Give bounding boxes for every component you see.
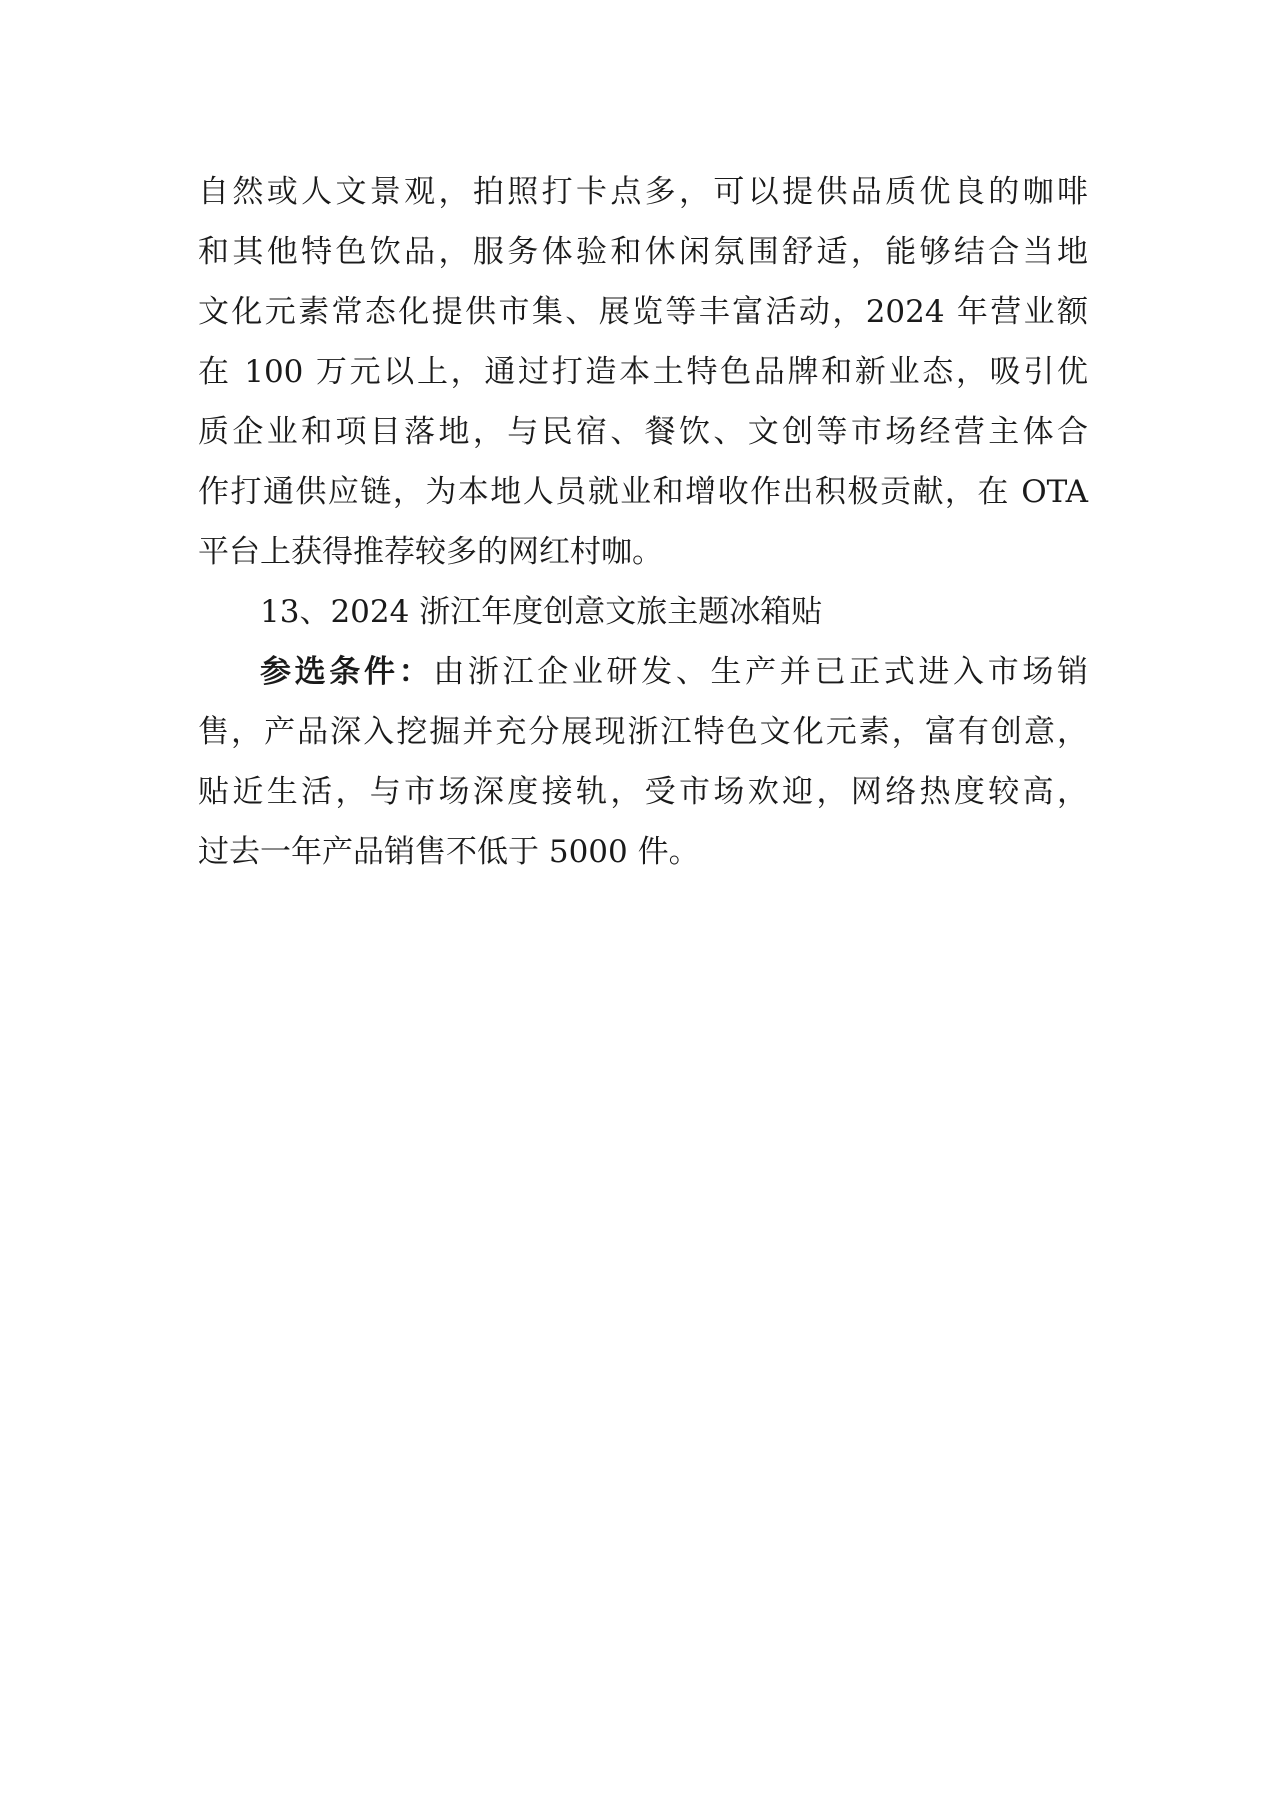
criteria-text: 由浙江企业研发、生产并已正式进入市场销: [433, 654, 1089, 690]
text-line: 文化元素常态化提供市集、展览等丰富活动，2024 年营业额: [198, 294, 1088, 330]
text-line: 在 100 万元以上，通过打造本土特色品牌和新业态，吸引优: [198, 354, 1088, 390]
text-line: 和其他特色饮品，服务体验和休闲氛围舒适，能够结合当地: [198, 234, 1088, 270]
text-line: [198, 642, 1088, 702]
text-line: 作打通供应链，为本地人员就业和增收作出积极贡献，在 OTA: [198, 474, 1088, 510]
text-line: 质企业和项目落地，与民宿、餐饮、文创等市场经营主体合: [198, 414, 1088, 450]
text-line: 平台上获得推荐较多的网红村咖。: [198, 534, 663, 570]
paragraph-village-cafe: [198, 162, 1088, 582]
text-line: 贴近生活，与市场深度接轨，受市场欢迎，网络热度较高，: [198, 774, 1088, 810]
text-line: 过去一年产品销售不低于 5000 件。: [198, 834, 700, 870]
section-heading: 13、2024 浙江年度创意文旅主题冰箱贴: [260, 594, 823, 630]
criteria-label: 参选条件：: [260, 654, 434, 690]
paragraph-criteria: [198, 642, 1088, 882]
text-line: 自然或人文景观，拍照打卡点多，可以提供品质优良的咖啡: [198, 174, 1088, 210]
document-body: [198, 162, 1088, 882]
text-line: 售，产品深入挖掘并充分展现浙江特色文化元素，富有创意，: [198, 714, 1088, 750]
